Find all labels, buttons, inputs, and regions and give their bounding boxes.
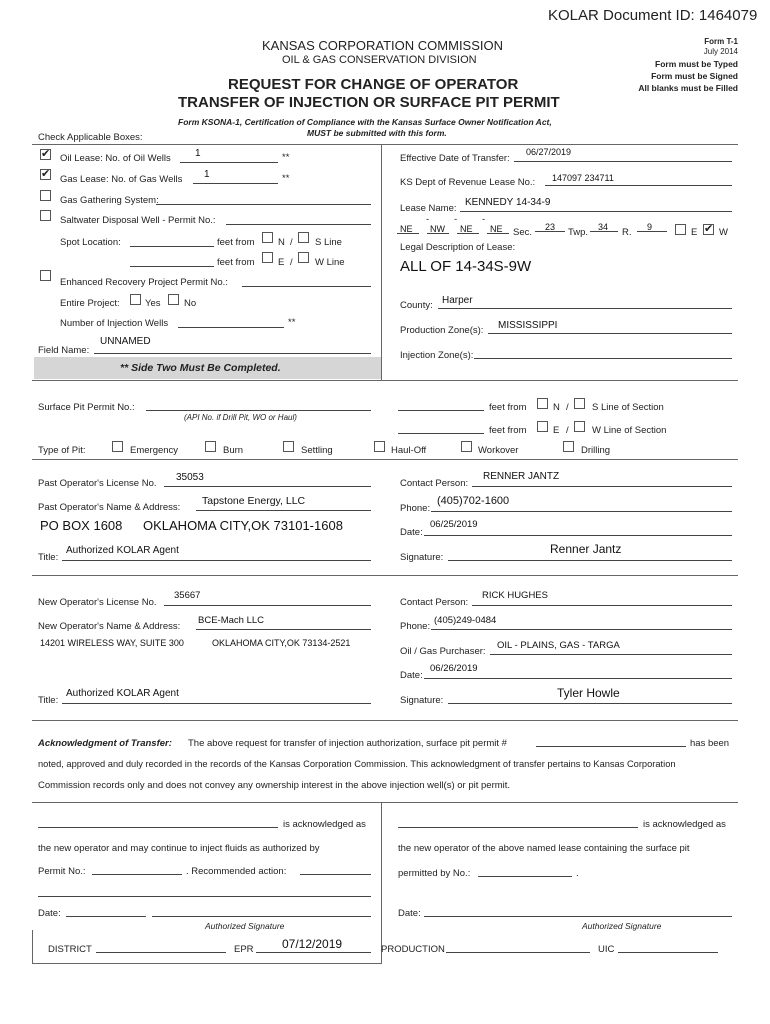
new-license-label: New Operator's License No.	[38, 597, 157, 608]
past-license-value[interactable]: 35053	[176, 472, 204, 483]
new-name-label: New Operator's Name & Address:	[38, 621, 181, 632]
division-name: OIL & GAS CONSERVATION DIVISION	[282, 54, 477, 66]
twp-label: Twp.	[568, 227, 589, 238]
sec-label: Sec.	[513, 227, 533, 238]
new-license-value[interactable]: 35667	[174, 590, 201, 601]
subtitle-1: Form KSONA-1, Certification of Compliance with the Kansas Surface Owner Notification Act,	[178, 117, 552, 127]
past-title-value[interactable]: Authorized KOLAR Agent	[66, 545, 179, 556]
past-phone-value[interactable]: (405)702-1600	[437, 495, 510, 507]
new-name-value[interactable]: BCE-Mach LLC	[198, 615, 264, 626]
new-date-value[interactable]: 06/26/2019	[430, 663, 478, 674]
feet-from-label: feet from	[217, 237, 255, 248]
r-label: R.	[622, 227, 632, 238]
document-id: KOLAR Document ID: 1464079	[548, 7, 758, 24]
new-phone-label: Phone:	[400, 621, 431, 632]
effective-date-label: Effective Date of Transfer:	[400, 153, 510, 164]
lease-name-label: Lease Name:	[400, 203, 457, 214]
injection-wells-label: Number of Injection Wells	[60, 318, 169, 329]
new-city-value[interactable]: OKLAHOMA CITY,OK 73134-2521	[212, 638, 351, 648]
left-date-label: Date:	[38, 908, 61, 919]
swd-label: Saltwater Disposal Well - Permit No.:	[60, 215, 216, 226]
past-date-value[interactable]: 06/25/2019	[430, 519, 478, 530]
pit-type-label: Type of Pit:	[38, 445, 86, 456]
s-checkbox[interactable]	[298, 232, 309, 243]
field-name-value[interactable]: UNNAMED	[100, 336, 151, 347]
pit-feet-from-label: feet from	[489, 402, 527, 413]
pit-e-label: E	[553, 425, 560, 436]
production-zone-label: Production Zone(s):	[400, 325, 484, 336]
field-name-label: Field Name:	[38, 345, 90, 356]
new-address-value[interactable]: 14201 WIRELESS WAY, SUITE 300	[40, 638, 184, 648]
pit-slash: /	[566, 402, 569, 413]
pit-slash-2: /	[566, 425, 569, 436]
past-date-label: Date:	[400, 527, 423, 538]
pit-type-emergency: Emergency	[130, 445, 179, 456]
twp-value[interactable]: 34	[598, 222, 609, 232]
note-typed: Form must be Typed	[655, 59, 738, 69]
county-label: County:	[400, 300, 433, 311]
past-signature-label: Signature:	[400, 552, 444, 563]
new-signature-label: Signature:	[400, 695, 444, 706]
enhanced-checkbox[interactable]	[40, 270, 51, 281]
new-date-label: Date:	[400, 670, 423, 681]
past-phone-label: Phone:	[400, 503, 431, 514]
injection-wells-stars: **	[288, 317, 296, 328]
enhanced-label: Enhanced Recovery Project Permit No.:	[60, 277, 228, 288]
left-permit-label: Permit No.:	[38, 866, 86, 877]
note-filled: All blanks must be Filled	[638, 83, 738, 93]
e-checkbox[interactable]	[262, 252, 273, 263]
new-signature-value[interactable]: Tyler Howle	[557, 686, 620, 700]
ack-has-been: has been	[690, 738, 730, 749]
past-signature-value[interactable]: Renner Jantz	[550, 542, 622, 556]
past-contact-label: Contact Person:	[400, 478, 469, 489]
check-boxes-label: Check Applicable Boxes:	[38, 132, 143, 143]
pit-s-checkbox[interactable]	[574, 398, 585, 409]
new-purchaser-value[interactable]: OIL - PLAINS, GAS - TARGA	[497, 640, 620, 651]
right-is-ack: is acknowledged as	[643, 819, 726, 830]
yes-checkbox[interactable]	[130, 294, 141, 305]
pit-type-workover: Workover	[478, 445, 519, 456]
east-label: E	[691, 227, 698, 238]
new-contact-value[interactable]: RICK HUGHES	[482, 590, 548, 601]
sec-value[interactable]: 23	[545, 222, 556, 232]
agency-name: KANSAS CORPORATION COMMISSION	[262, 38, 504, 53]
right-new-operator-text: the new operator of the above named lease containing the surface pit	[398, 843, 690, 854]
pit-e-checkbox[interactable]	[537, 421, 548, 432]
right-period: .	[576, 868, 579, 879]
yes-label: Yes	[145, 298, 161, 309]
n-checkbox[interactable]	[262, 232, 273, 243]
dash-3: -	[482, 214, 486, 225]
quarter-4[interactable]: NE	[490, 224, 503, 234]
new-title-label: Title:	[38, 695, 59, 706]
effective-date-value[interactable]: 06/27/2019	[526, 147, 572, 157]
entire-project-label: Entire Project:	[60, 298, 120, 309]
new-title-value[interactable]: Authorized KOLAR Agent	[66, 688, 179, 699]
ack-label: Acknowledgment of Transfer:	[38, 738, 172, 749]
dash-1: -	[426, 214, 430, 225]
swd-checkbox[interactable]	[40, 210, 51, 221]
e-label: E	[278, 257, 285, 268]
production-zone-value[interactable]: MISSISSIPPI	[498, 320, 558, 331]
quarter-1[interactable]: NE	[400, 224, 413, 234]
west-checkbox[interactable]	[703, 224, 714, 235]
no-label: No	[184, 298, 197, 309]
pit-type-hauloff-checkbox[interactable]	[374, 441, 385, 452]
district-label: DISTRICT	[48, 944, 92, 955]
production-label: PRODUCTION	[381, 944, 445, 955]
gas-gathering-checkbox[interactable]	[40, 190, 51, 201]
new-phone-value[interactable]: (405)249-0484	[434, 615, 497, 626]
n-label: N	[278, 237, 285, 248]
injection-zone-label: Injection Zone(s):	[400, 350, 474, 361]
form-date: July 2014	[703, 47, 738, 56]
right-auth-signature: Authorized Signature	[582, 921, 662, 931]
pit-type-workover-checkbox[interactable]	[461, 441, 472, 452]
pit-type-hauloff: Haul-Off	[391, 445, 427, 456]
gas-gathering-label: Gas Gathering System:	[60, 195, 159, 206]
county-value[interactable]: Harper	[442, 295, 473, 306]
legal-desc-label: Legal Description of Lease:	[400, 242, 516, 253]
past-title-label: Title:	[38, 552, 59, 563]
past-contact-value[interactable]: RENNER JANTZ	[483, 471, 560, 482]
epr-date-value[interactable]: 07/12/2019	[282, 937, 343, 951]
gas-wells-count[interactable]: 1	[204, 169, 210, 180]
oil-wells-stars: **	[282, 152, 290, 163]
epr-label: EPR	[234, 944, 254, 955]
past-name-label: Past Operator's Name & Address:	[38, 502, 181, 513]
feet-from-label-2: feet from	[217, 257, 255, 268]
right-date-label: Date:	[398, 908, 421, 919]
pit-type-settling: Settling	[301, 445, 333, 456]
right-permitted-label: permitted by No.:	[398, 868, 471, 879]
form-title-2: TRANSFER OF INJECTION OR SURFACE PIT PERMIT	[178, 94, 560, 111]
past-city-value[interactable]: OKLAHOMA CITY,OK 73101-1608	[143, 518, 343, 533]
pit-w-checkbox[interactable]	[574, 421, 585, 432]
slash-2: /	[290, 257, 293, 268]
slash: /	[290, 237, 293, 248]
ksdept-value[interactable]: 147097 234711	[552, 173, 614, 183]
pit-type-settling-checkbox[interactable]	[283, 441, 294, 452]
oil-wells-count[interactable]: 1	[195, 148, 201, 159]
pit-type-drilling: Drilling	[581, 445, 611, 456]
pit-feet-from-label-2: feet from	[489, 425, 527, 436]
api-note: (API No. if Drill Pit, WO or Haul)	[184, 413, 297, 422]
note-signed: Form must be Signed	[651, 71, 738, 81]
ack-text-2: noted, approved and duly recorded in the records of the Kansas Corporation Commission. This acknowledgment of transfer pertains to Kansas Corporation	[38, 759, 676, 769]
w-checkbox[interactable]	[298, 252, 309, 263]
gas-lease-checkbox[interactable]	[40, 169, 51, 180]
form-number: Form T-1	[704, 37, 738, 46]
s-line-label: S Line	[315, 237, 342, 248]
w-line-label: W Line	[315, 257, 345, 268]
east-checkbox[interactable]	[675, 224, 686, 235]
gas-lease-label: Gas Lease: No. of Gas Wells	[60, 174, 183, 185]
quarter-3[interactable]: NE	[460, 224, 473, 234]
quarter-2[interactable]: NW	[430, 224, 445, 234]
new-purchaser-label: Oil / Gas Purchaser:	[400, 646, 486, 657]
surface-pit-label: Surface Pit Permit No.:	[38, 402, 135, 413]
pit-n-checkbox[interactable]	[537, 398, 548, 409]
no-checkbox[interactable]	[168, 294, 179, 305]
oil-lease-checkbox[interactable]	[40, 149, 51, 160]
subtitle-2: MUST be submitted with this form.	[307, 128, 447, 138]
side-two-note: ** Side Two Must Be Completed.	[120, 362, 281, 374]
past-name-value[interactable]: Tapstone Energy, LLC	[202, 495, 306, 507]
left-auth-signature: Authorized Signature	[205, 921, 285, 931]
uic-label: UIC	[598, 944, 615, 955]
pit-type-emergency-checkbox[interactable]	[112, 441, 123, 452]
dash-2: -	[454, 214, 458, 225]
pit-n-label: N	[553, 402, 560, 413]
spot-location-label: Spot Location:	[60, 237, 121, 248]
ack-text-3: Commission records only and does not convey any ownership interest in the above injection well(s) or pit permit.	[38, 780, 511, 791]
gas-wells-stars: **	[282, 173, 290, 184]
ksdept-label: KS Dept of Revenue Lease No.:	[400, 177, 536, 188]
pit-type-drilling-checkbox[interactable]	[563, 441, 574, 452]
pit-type-burn-checkbox[interactable]	[205, 441, 216, 452]
lease-name-value[interactable]: KENNEDY 14-34-9	[465, 197, 551, 208]
left-recommended-label: . Recommended action:	[186, 866, 287, 877]
legal-desc-value[interactable]: ALL OF 14-34S-9W	[400, 258, 532, 275]
ack-text-1: The above request for transfer of injection authorization, surface pit permit #	[188, 738, 507, 749]
pit-s-label: S Line of Section	[592, 402, 664, 413]
r-value[interactable]: 9	[647, 222, 653, 232]
left-is-ack: is acknowledged as	[283, 819, 366, 830]
pit-w-label: W Line of Section	[592, 425, 667, 436]
past-address-value[interactable]: PO BOX 1608	[40, 518, 123, 533]
new-contact-label: Contact Person:	[400, 597, 469, 608]
left-new-operator-text: the new operator and may continue to inject fluids as authorized by	[38, 843, 320, 854]
pit-type-burn: Burn	[223, 445, 244, 456]
past-license-label: Past Operator's License No.	[38, 478, 157, 489]
west-label: W	[719, 227, 728, 238]
form-title-1: REQUEST FOR CHANGE OF OPERATOR	[228, 76, 519, 93]
oil-lease-label: Oil Lease: No. of Oil Wells	[60, 153, 171, 164]
